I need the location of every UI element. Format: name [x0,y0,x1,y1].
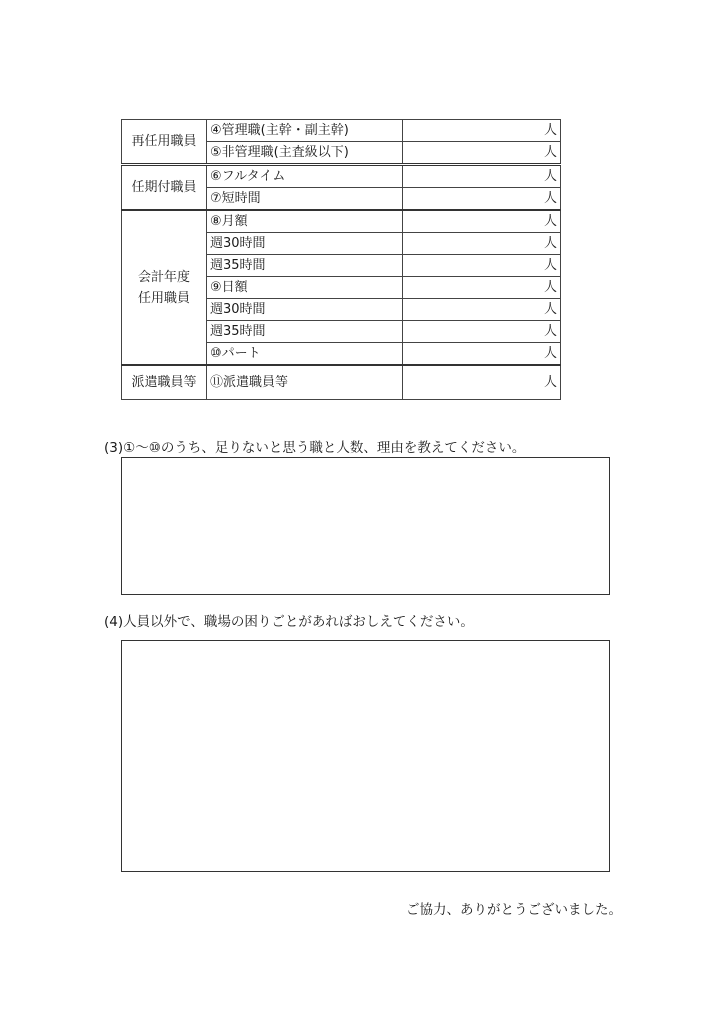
row-label-monthly: ⑧月額 [207,210,403,233]
row-label-dispatched: ⑪派遣職員等 [207,365,403,400]
count-field-fulltime[interactable] [403,165,561,188]
category-label: 任期付職員 [131,180,197,195]
question-3-answer-box[interactable] [121,457,610,595]
row-label-part-time: ⑩パート [207,343,403,366]
unit-label: 人 [543,375,557,390]
category-label-line1: 会計年度 [137,269,190,285]
category-reappointed [122,120,207,165]
row-label-manager: ④管理職(主幹・副主幹) [207,120,403,142]
unit-label: 人 [543,169,557,184]
row-label-fulltime: ⑥フルタイム [207,165,403,188]
count-field-part-time[interactable] [403,343,561,366]
question-3-text: (3)①～⑩のうち、足りないと思う職と人数、理由を教えてください。 [104,440,526,456]
unit-label: 人 [543,280,557,295]
unit-label: 人 [543,324,557,339]
count-field-non-manager[interactable] [403,142,561,165]
category-dispatched [122,365,207,400]
unit-label: 人 [543,258,557,273]
category-fixed-term [122,165,207,211]
unit-label: 人 [543,123,557,138]
count-field-daily-30h[interactable] [403,299,561,321]
count-field-dispatched[interactable] [403,365,561,400]
row-label-monthly-30h: 週30時間 [207,233,403,255]
row-label-daily: ⑨日額 [207,277,403,299]
count-field-short-hours[interactable] [403,188,561,211]
count-field-daily[interactable] [403,277,561,299]
category-label-line2: 任用職員 [137,290,190,306]
row-label-monthly-35h: 週35時間 [207,255,403,277]
count-field-monthly-30h[interactable] [403,233,561,255]
unit-label: 人 [543,214,557,229]
row-label-daily-35h: 週35時間 [207,321,403,343]
unit-label: 人 [543,346,557,361]
category-fiscal-year [122,210,207,365]
question-4-text: (4)人員以外で、職場の困りごとがあればおしえてください。 [104,614,474,630]
count-field-monthly-35h[interactable] [403,255,561,277]
category-label: 再任用職員 [131,134,197,149]
count-field-monthly[interactable] [403,210,561,233]
count-field-manager[interactable] [403,120,561,142]
unit-label: 人 [543,302,557,317]
row-label-short-hours: ⑦短時間 [207,188,403,211]
question-4-answer-box[interactable] [121,640,610,872]
row-label-non-manager: ⑤非管理職(主査級以下) [207,142,403,165]
category-label: 派遣職員等 [131,375,197,390]
unit-label: 人 [543,236,557,251]
closing-message: ご協力、ありがとうございました。 [406,902,622,918]
staff-count-table [121,119,561,400]
row-label-daily-30h: 週30時間 [207,299,403,321]
count-field-daily-35h[interactable] [403,321,561,343]
unit-label: 人 [543,145,557,160]
unit-label: 人 [543,191,557,206]
